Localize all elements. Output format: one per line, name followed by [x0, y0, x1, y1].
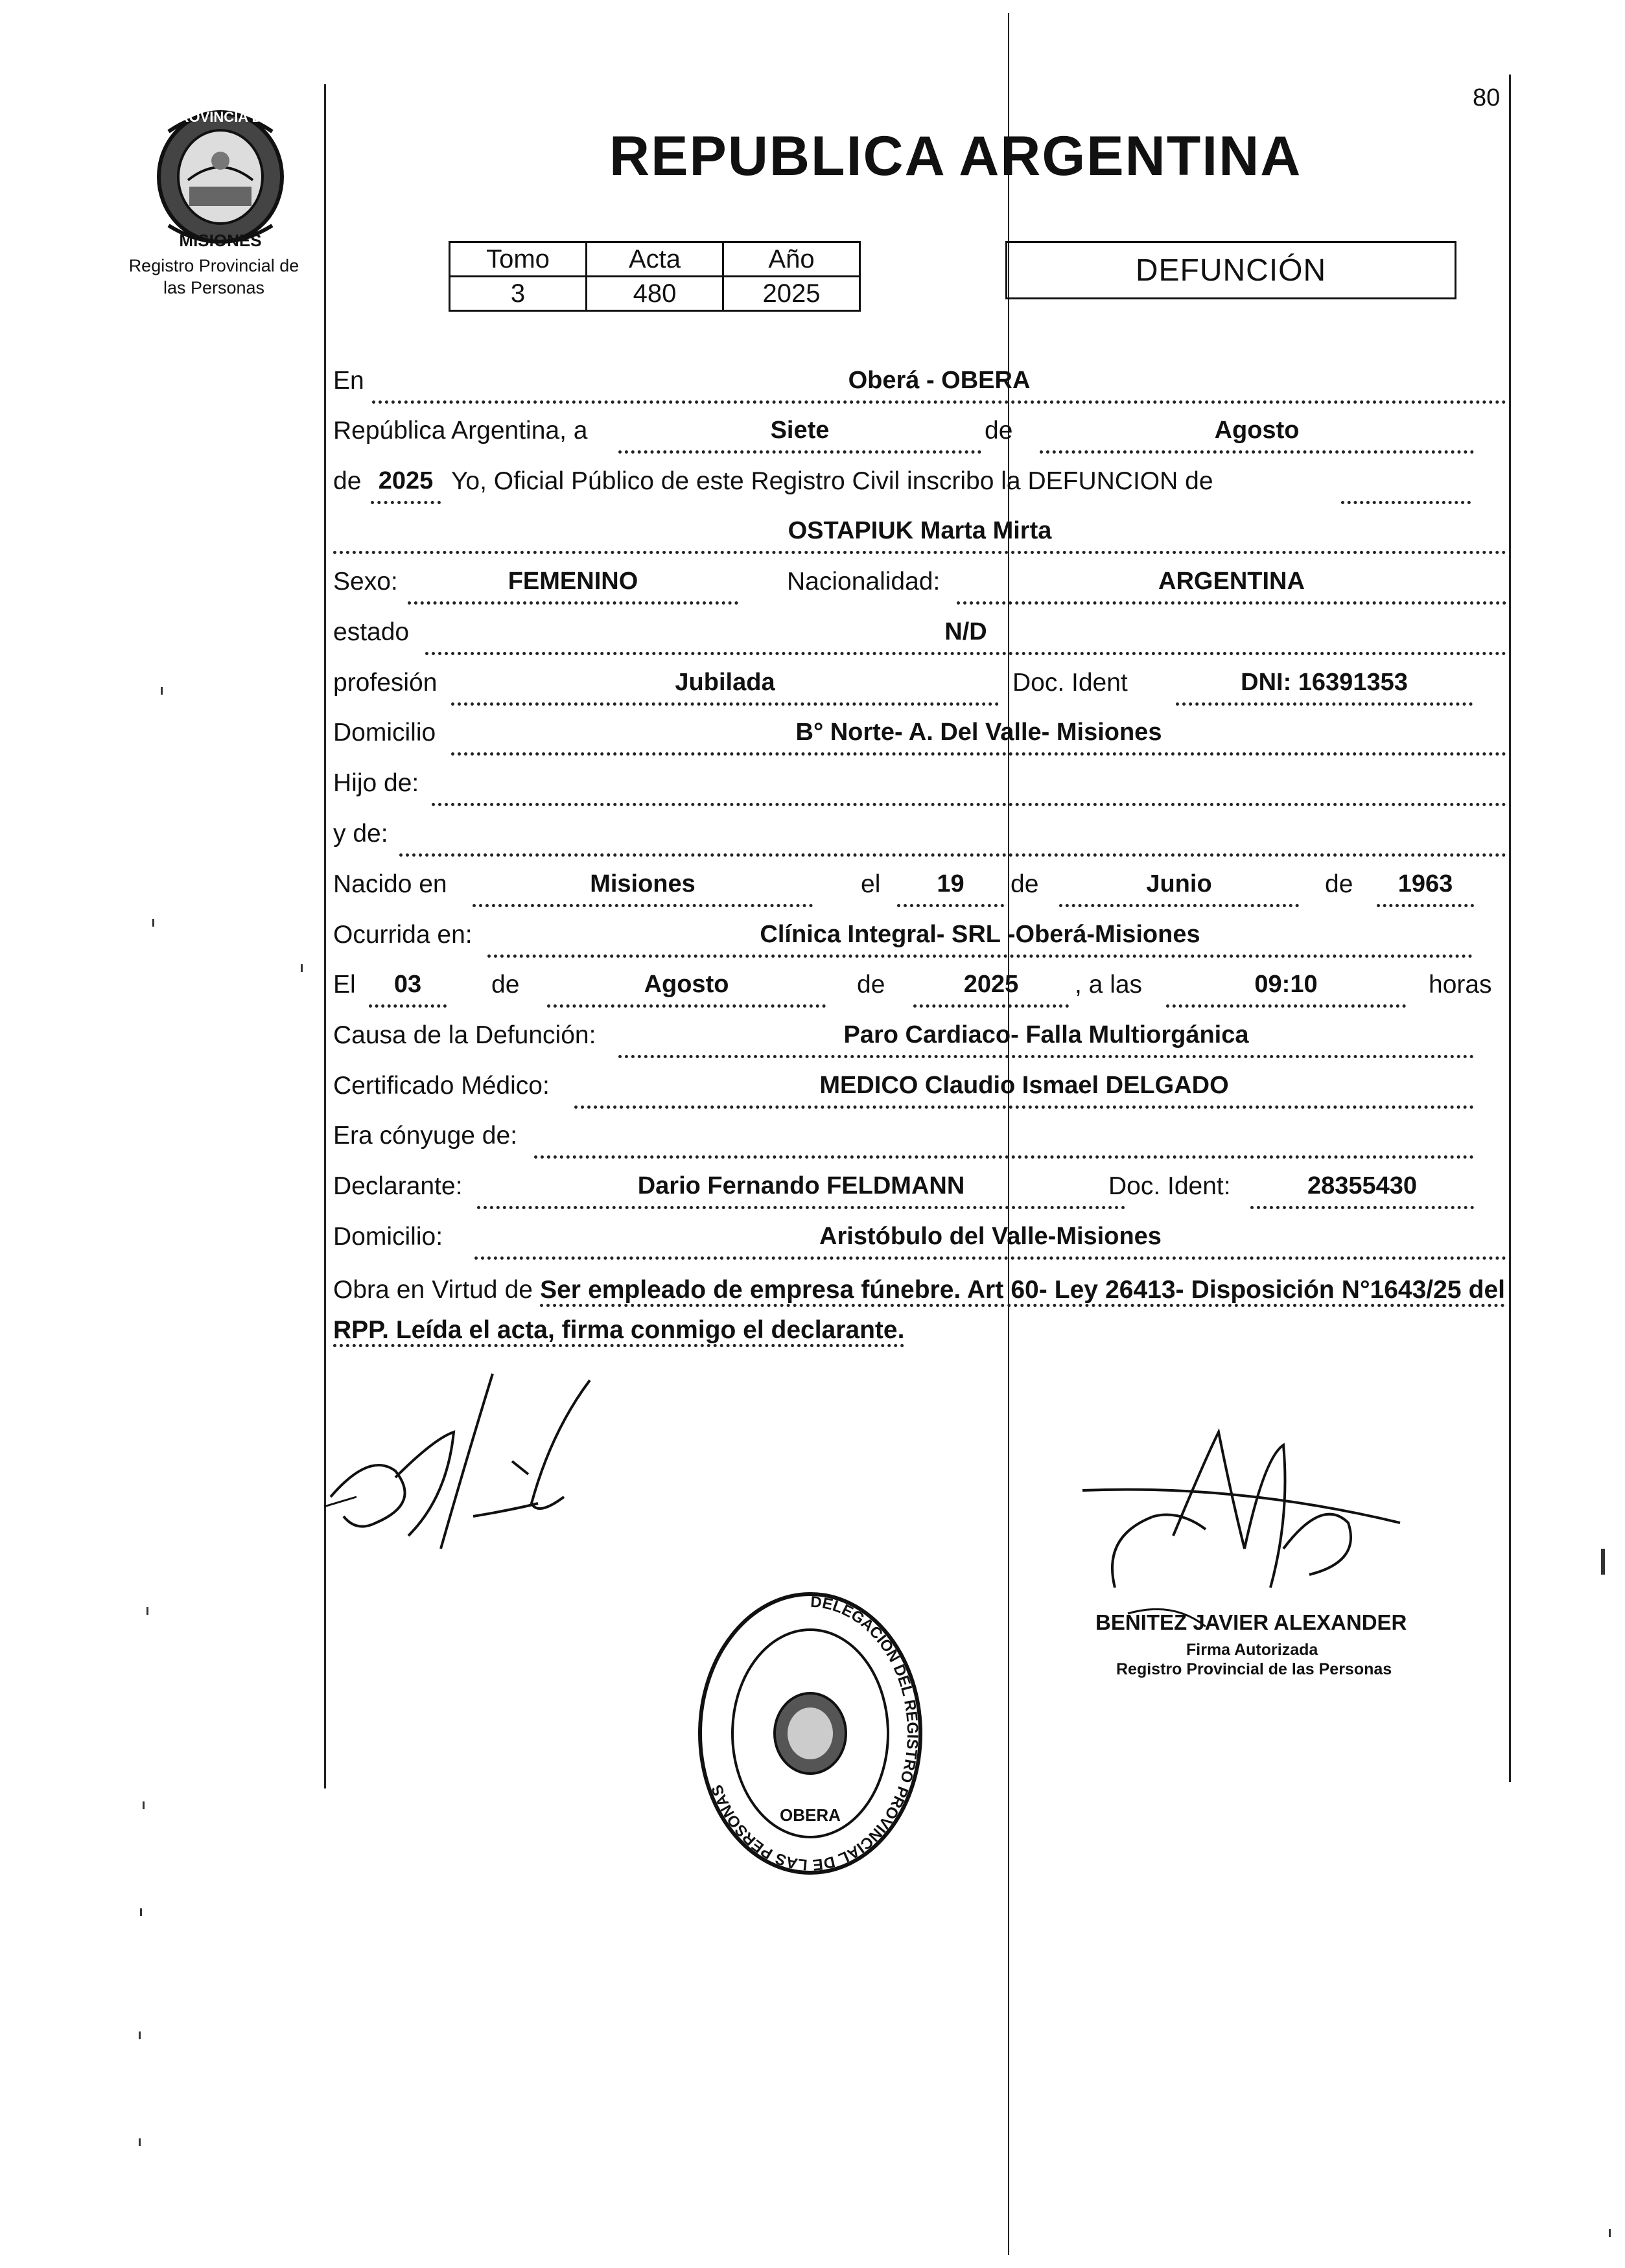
row-date — [333, 417, 1506, 456]
inscribe-end-field — [1341, 467, 1471, 504]
el-label: el — [861, 870, 881, 898]
declarante-label: Declarante: — [333, 1172, 463, 1200]
obra-text: Ser empleado de empresa fúnebre. Art 60- Ley 26413- Disposición N°1643/25 del RPP. Leída el acta, firma conmigo el declarante. — [333, 1276, 1505, 1347]
de-year-label: de — [333, 467, 362, 495]
death-de2-label: de — [857, 971, 885, 999]
province-emblem-icon — [143, 96, 298, 251]
death-day-field: 03 — [369, 971, 447, 1008]
scan-mark — [1601, 1549, 1605, 1575]
scan-mark — [146, 1607, 148, 1615]
scan-mark — [161, 687, 163, 695]
nacido-anio-field: 1963 — [1377, 870, 1474, 907]
scan-mark — [1609, 2229, 1611, 2237]
death-de-label: de — [491, 971, 520, 999]
nacido-label: Nacido en — [333, 870, 447, 898]
row-inscribe — [333, 467, 1506, 506]
conyuge-field — [534, 1122, 1474, 1159]
row-deceased — [333, 517, 1506, 556]
domicilio2-field: Aristóbulo del Valle-Misiones — [474, 1223, 1506, 1260]
hijo-field — [432, 769, 1506, 806]
row-certificado — [333, 1072, 1506, 1111]
nacionalidad-field: ARGENTINA — [957, 568, 1506, 605]
row-place — [333, 367, 1506, 406]
registry-label — [110, 255, 318, 299]
yde-label: y de: — [333, 820, 388, 848]
doc-ident-field: DNI: 16391353 — [1176, 669, 1473, 706]
alas-label: , a las — [1075, 971, 1143, 999]
nacido-dia-field: 19 — [897, 870, 1004, 907]
official-office: Registro Provincial de las Personas — [1116, 1660, 1392, 1678]
yde-field — [399, 820, 1506, 857]
row-nacido — [333, 870, 1506, 909]
republica-label: República Argentina, a — [333, 417, 588, 445]
acta-value: 480 — [587, 277, 723, 311]
delegation-seal-icon — [687, 1581, 933, 1892]
obra-paragraph — [333, 1270, 1505, 1350]
reference-header-row — [450, 242, 860, 277]
domicilio-field: B° Norte- A. Del Valle- Misiones — [451, 719, 1506, 756]
profesion-field: Jubilada — [451, 669, 999, 706]
seal-center-text: OBERA — [780, 1805, 841, 1825]
document-type-box: DEFUNCIÓN — [1005, 241, 1456, 299]
place-field: Oberá - OBERA — [372, 367, 1506, 404]
row-estado — [333, 618, 1506, 657]
deceased-name-field: OSTAPIUK Marta Mirta — [333, 517, 1506, 554]
estado-label: estado — [333, 618, 410, 646]
death-year-field: 2025 — [913, 971, 1069, 1008]
registry-label-line2: las Personas — [163, 278, 265, 297]
death-time-field: 09:10 — [1166, 971, 1406, 1008]
horas-label: horas — [1429, 971, 1492, 999]
sexo-field: FEMENINO — [408, 568, 738, 605]
decl-doc-field: 28355430 — [1250, 1172, 1474, 1209]
causa-label: Causa de la Defunción: — [333, 1021, 596, 1049]
row-ocurrida — [333, 921, 1506, 960]
row-causa — [333, 1021, 1506, 1060]
causa-field: Paro Cardiaco- Falla Multiorgánica — [618, 1021, 1474, 1058]
year-field: 2025 — [371, 467, 441, 504]
scan-mark — [143, 1801, 145, 1809]
estado-field: N/D — [425, 618, 1506, 655]
declarante-field: Dario Fernando FELDMANN — [477, 1172, 1125, 1209]
anio-header: Año — [723, 242, 860, 277]
day-word-field: Siete — [618, 417, 981, 454]
profesion-label: profesión — [333, 669, 438, 697]
certificado-field: MEDICO Claudio Ismael DELGADO — [574, 1072, 1474, 1109]
acta-header: Acta — [587, 242, 723, 277]
nacido-de2-label: de — [1325, 870, 1353, 898]
domicilio-label: Domicilio — [333, 719, 436, 746]
row-death-date — [333, 971, 1506, 1010]
anio-value: 2025 — [723, 277, 860, 311]
nacido-de-label: de — [1011, 870, 1039, 898]
reference-table — [449, 241, 861, 312]
month-word-field: Agosto — [1040, 417, 1474, 454]
El-label: El — [333, 971, 356, 999]
ocurrida-label: Ocurrida en: — [333, 921, 473, 949]
row-conyuge — [333, 1122, 1506, 1161]
certificado-label: Certificado Médico: — [333, 1072, 550, 1100]
scan-mark — [139, 2138, 141, 2146]
row-hijo — [333, 769, 1506, 808]
official-signature — [1076, 1419, 1413, 1639]
scan-mark — [140, 1908, 142, 1916]
row-domicilio — [333, 719, 1506, 758]
tomo-value: 3 — [450, 277, 587, 311]
conyuge-label: Era cónyuge de: — [333, 1122, 518, 1150]
domicilio2-label: Domicilio: — [333, 1223, 443, 1251]
official-name: BENITEZ JAVIER ALEXANDER — [1095, 1610, 1407, 1634]
tomo-header: Tomo — [450, 242, 587, 277]
nacido-lugar-field: Misiones — [473, 870, 813, 907]
hijo-label: Hijo de: — [333, 769, 419, 797]
death-month-field: Agosto — [547, 971, 826, 1008]
emblem-top-text: PROVINCIA DE — [169, 109, 272, 125]
decl-doc-label: Doc. Ident: — [1108, 1172, 1231, 1200]
row-profesion — [333, 669, 1506, 708]
declarant-signature — [318, 1354, 681, 1562]
row-domicilio2 — [333, 1223, 1506, 1262]
row-yde — [333, 820, 1506, 859]
nacionalidad-label: Nacionalidad: — [787, 568, 941, 596]
page-title: REPUBLICA ARGENTINA — [609, 125, 1302, 187]
scan-mark — [152, 919, 154, 927]
row-sexo — [333, 568, 1506, 607]
reference-value-row — [450, 277, 860, 311]
nacido-mes-field: Junio — [1059, 870, 1299, 907]
obra-label: Obra en Virtud de — [333, 1276, 533, 1304]
en-label: En — [333, 367, 364, 395]
seal-ring-text: DELEGACION DEL REGISTRO PROVINCIAL DE LAS PERSONAS — [708, 1593, 922, 1874]
de-label: de — [985, 417, 1013, 445]
row-declarante — [333, 1172, 1506, 1211]
scan-mark — [139, 2031, 141, 2039]
emblem-bottom-text: MISIONES — [179, 231, 262, 250]
right-margin-line — [1509, 75, 1511, 1782]
page-number: 80 — [1473, 84, 1501, 111]
inscribe-text: Yo, Oficial Público de este Registro Civil inscribo la DEFUNCION de — [451, 467, 1213, 495]
doc-ident-label: Doc. Ident — [1012, 669, 1128, 697]
official-title: Firma Autorizada — [1186, 1641, 1318, 1659]
registry-label-line1: Registro Provincial de — [128, 256, 299, 275]
sexo-label: Sexo: — [333, 568, 398, 596]
scan-mark — [301, 964, 303, 972]
ocurrida-field: Clínica Integral- SRL -Oberá-Misiones — [487, 921, 1473, 958]
